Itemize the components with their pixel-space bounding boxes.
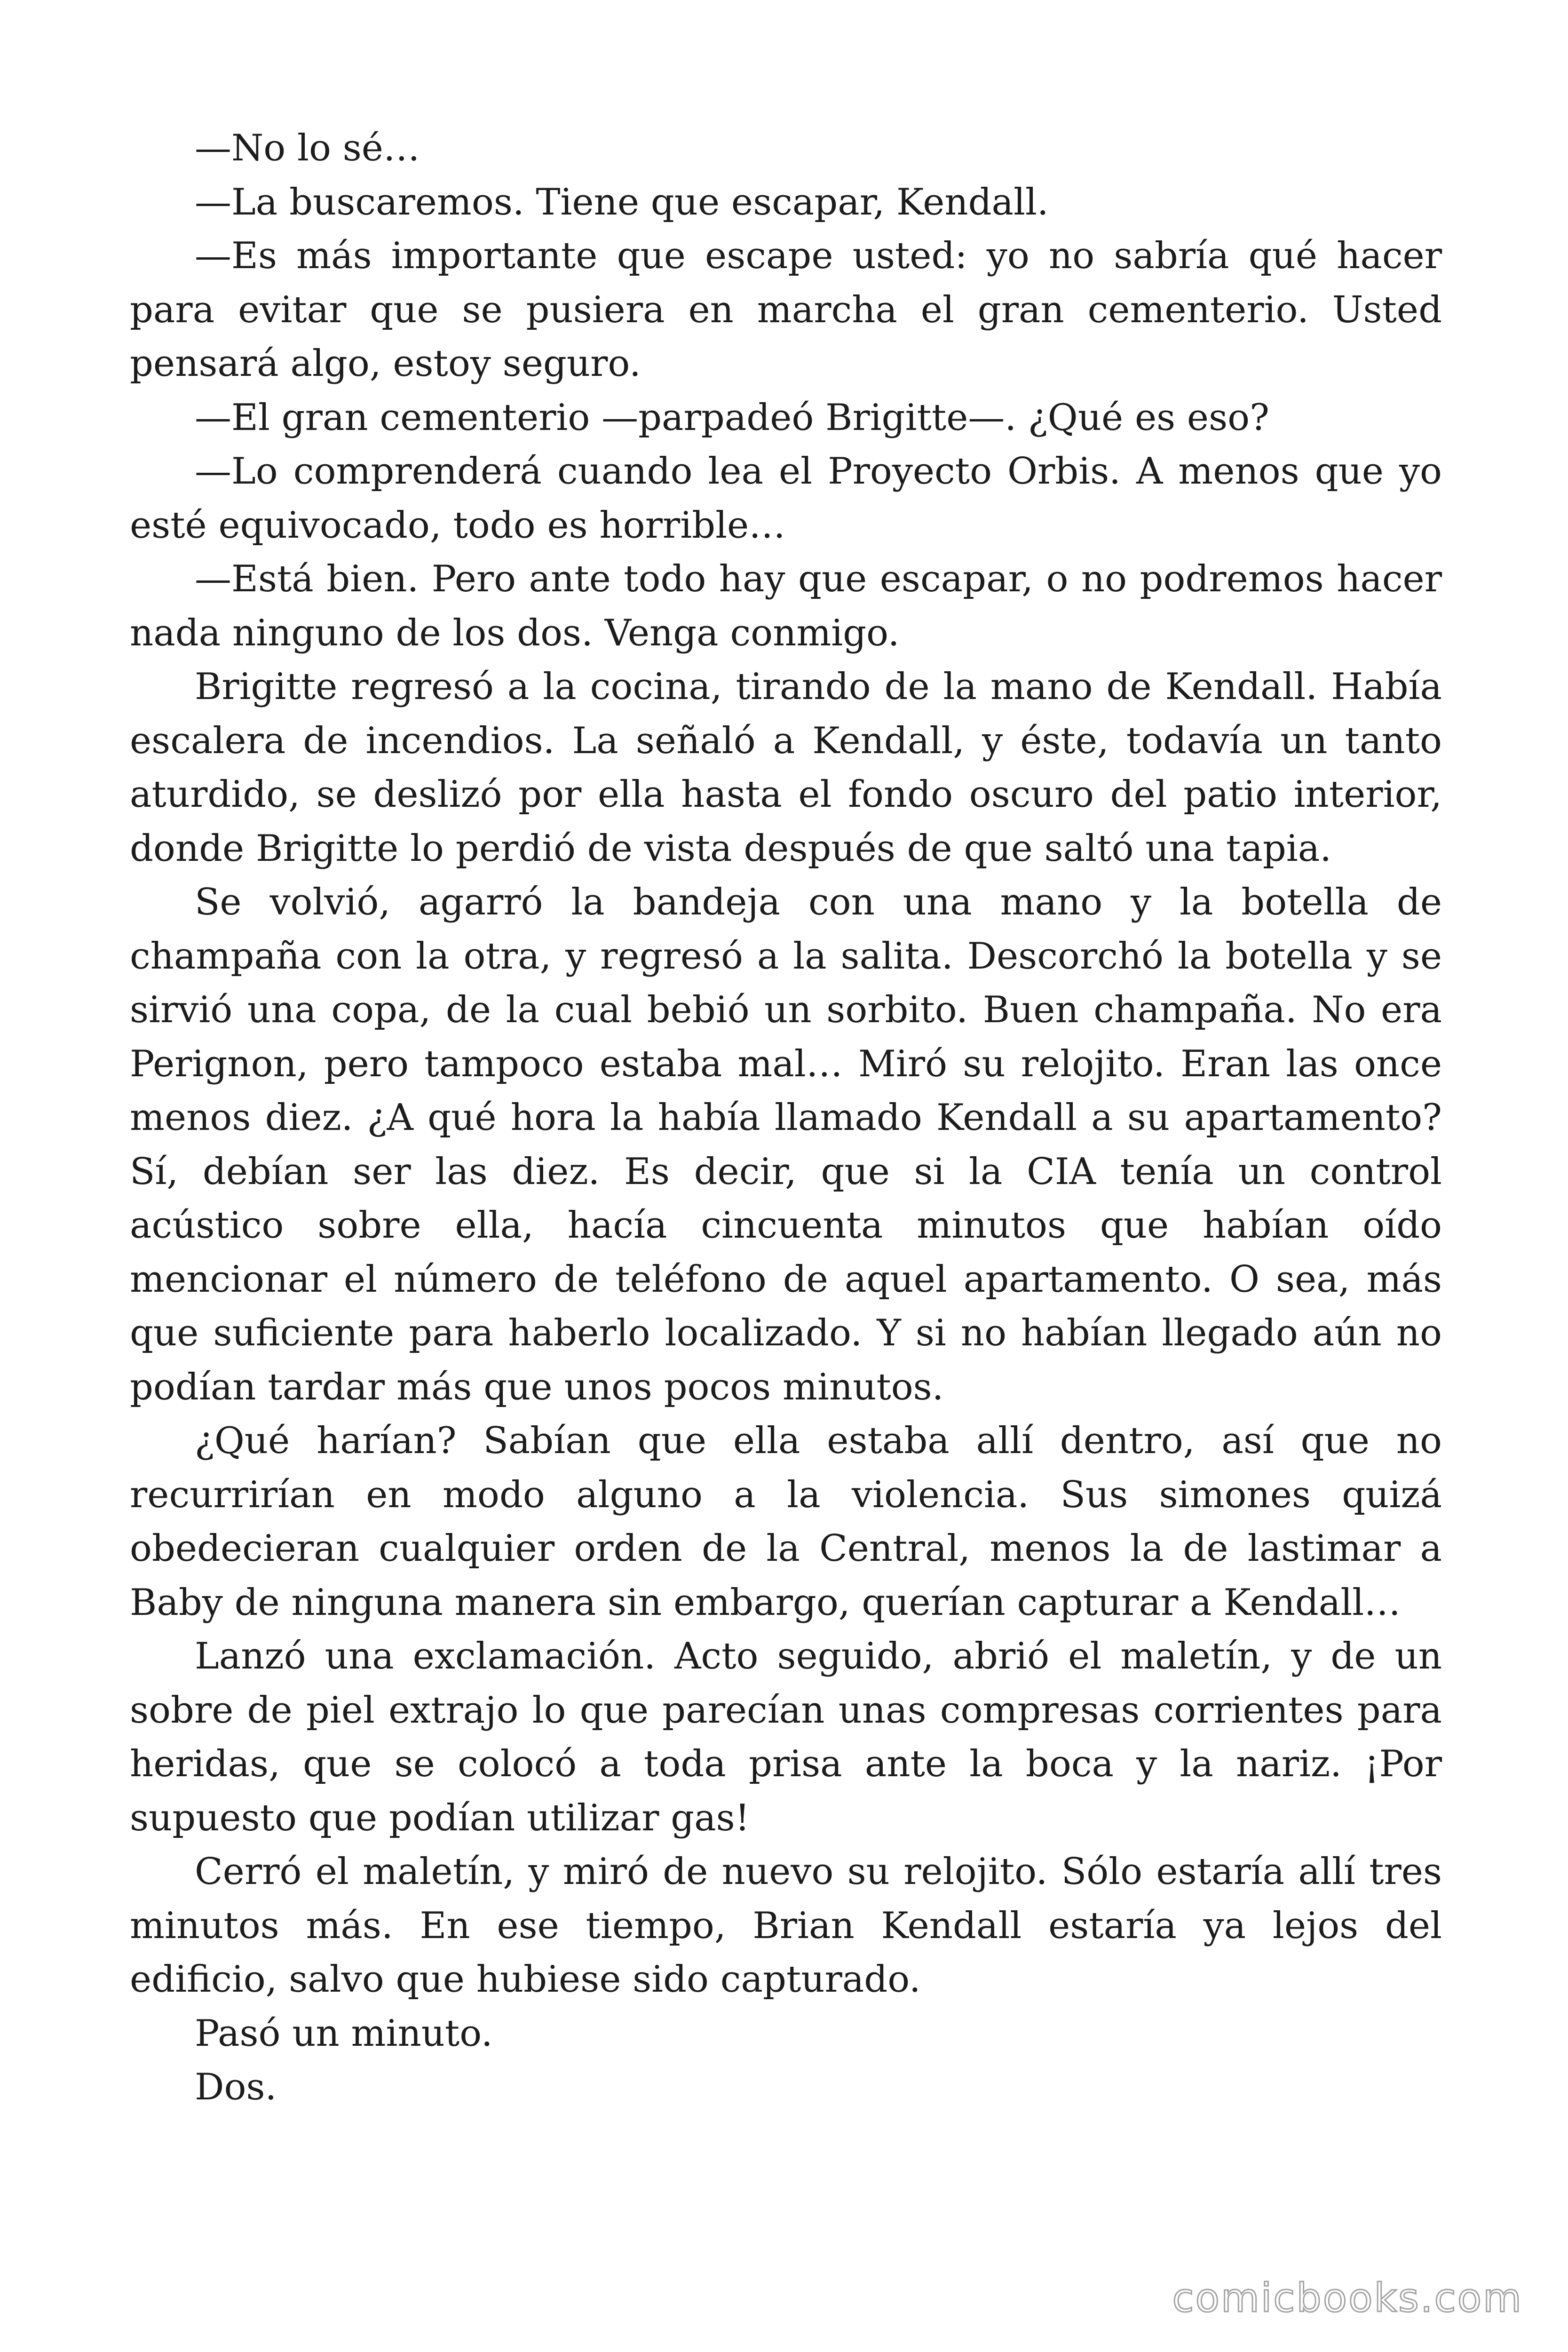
paragraph: —No lo sé… — [195, 127, 420, 169]
paragraph: Dos. — [195, 2066, 277, 2108]
paragraph: —Lo comprenderá cuando lea el Proyecto Orbis. A menos que yo esté equivocado, todo es horrible… — [130, 450, 1442, 547]
paragraph: Lanzó una exclamación. Acto seguido, abrió el maletín, y de un sobre de piel extrajo lo que parecían unas compresas corrientes para heridas, que se colocó a toda prisa ante la boca y la nariz. ¡Por supuesto que podían utilizar gas! — [130, 1635, 1442, 1839]
paragraph: —Es más importante que escape usted: yo no sabría qué hacer para evitar que se pusiera en marcha el gran cementerio. Usted pensará algo, estoy seguro. — [130, 235, 1442, 385]
paragraph: Pasó un minuto. — [195, 2012, 493, 2055]
paragraph: —Está bien. Pero ante todo hay que escapar, o no podremos hacer nada ninguno de los dos. Venga conmigo. — [130, 558, 1442, 654]
paragraph: ¿Qué harían? Sabían que ella estaba allí dentro, así que no recurrirían en modo alguno a la violencia. Sus simones quizá obedecieran cualquier orden de la Central, menos la de lastimar a Baby de ninguna manera sin embargo, querían capturar a Kendall… — [130, 1420, 1442, 1624]
paragraph: —El gran cementerio —parpadeó Brigitte—. ¿Qué es eso? — [195, 396, 1269, 439]
watermark: comicbooks.com — [1172, 2275, 1523, 2321]
paragraph: Cerró el maletín, y miró de nuevo su relojito. Sólo estaría allí tres minutos más. En ese tiempo, Brian Kendall estaría ya lejos del edificio, salvo que hubiese sido capturado. — [130, 1851, 1442, 2001]
body-text — [130, 121, 1442, 2114]
paragraph: Brigitte regresó a la cocina, tirando de la mano de Kendall. Había escalera de incendios. La señaló a Kendall, y éste, todavía un tanto aturdido, se deslizó por ella hasta el fondo oscuro del patio interior, donde Brigitte lo perdió de vista después de que saltó una tapia. — [130, 666, 1442, 870]
paragraph: Se volvió, agarró la bandeja con una mano y la botella de champaña con la otra, y regresó a la salita. Descorchó la botella y se sirvió una copa, de la cual bebió un sorbito. Buen champaña. No era Perignon, pero tampoco estaba mal… Miró su relojito. Eran las once menos diez. ¿A qué hora la había llamado Kendall a su apartamento? Sí, debían ser las diez. Es decir, que si la CIA tenía un control acústico sobre ella, hacía cincuenta minutos que habían oído mencionar el número de teléfono de aquel apartamento. O sea, más que suficiente para haberlo localizado. Y si no habían llegado aún no podían tardar más que unos pocos minutos. — [130, 881, 1442, 1408]
paragraph: —La buscaremos. Tiene que escapar, Kendall. — [195, 181, 1049, 223]
